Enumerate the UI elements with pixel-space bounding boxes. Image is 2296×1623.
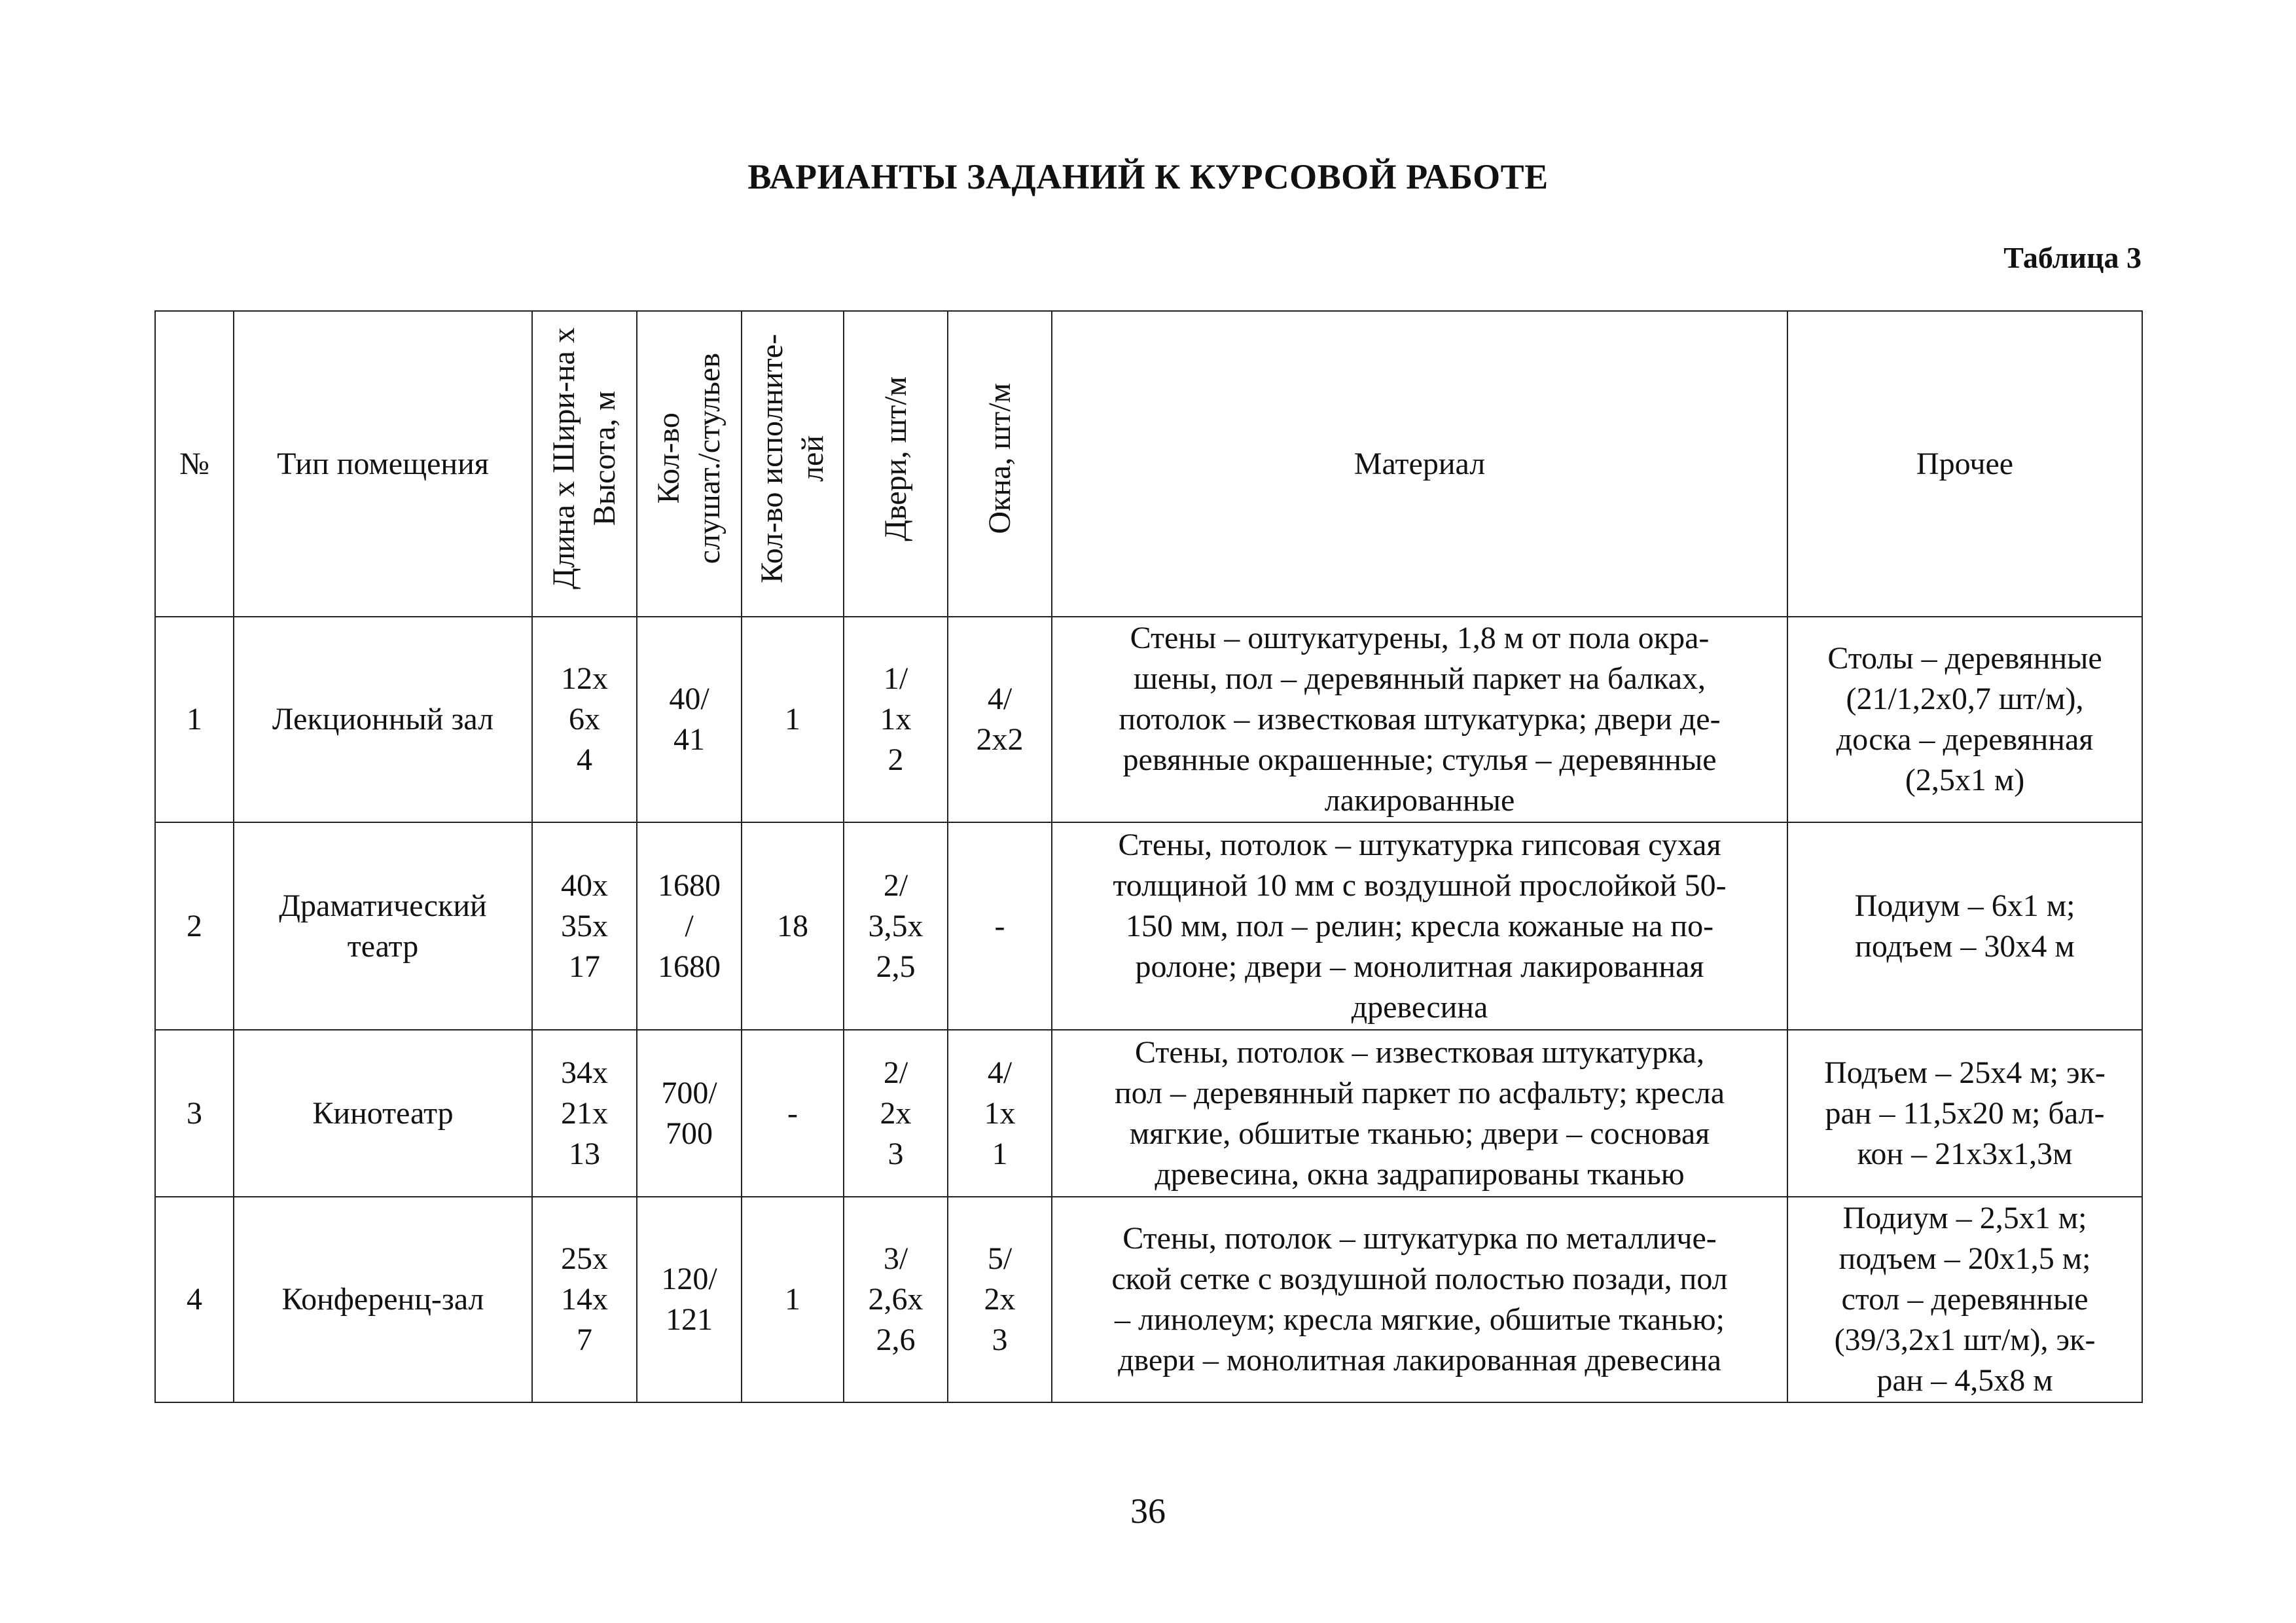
table-label: Таблица 3	[2003, 241, 2142, 274]
header-performers-label: Кол-во исполните- лей	[755, 334, 830, 583]
cell-doors: 3/ 2,6х 2,6	[844, 1197, 948, 1402]
cell-doors: 1/ 1х 2	[844, 617, 948, 822]
cell-performers: -	[742, 1030, 844, 1197]
cell-doors: 2/ 3,5х 2,5	[844, 822, 948, 1030]
variants-table	[154, 310, 2143, 1403]
cell-dimensions: 12х 6х 4	[532, 617, 637, 822]
cell-dimensions: 25х 14х 7	[532, 1197, 637, 1402]
cell-listeners: 1680 / 1680	[637, 822, 742, 1030]
cell-material: Стены, потолок – известковая штукатурка, пол – деревянный паркет по асфальту; кресла мягкие, обшитые тканью; двери – сосновая древесина, окна задрапированы тканью	[1052, 1030, 1787, 1197]
cell-windows: -	[948, 822, 1052, 1030]
header-dimensions	[532, 311, 637, 617]
cell-room-type: Драматический театр	[234, 822, 532, 1030]
cell-windows: 5/ 2х 3	[948, 1197, 1052, 1402]
cell-other: Столы – деревянные (21/1,2х0,7 шт/м), доска – деревянная (2,5х1 м)	[1787, 617, 2142, 822]
cell-other: Подъем – 25х4 м; эк- ран – 11,5х20 м; бал- кон – 21х3х1,3м	[1787, 1030, 2142, 1197]
cell-num: 3	[155, 1030, 234, 1197]
cell-material: Стены, потолок – штукатурка по металличе- ской сетке с воздушной полостью позади, пол – линолеум; кресла мягкие, обшитые тканью; двери – монолитная лакированная древесина	[1052, 1197, 1787, 1402]
header-windows	[948, 311, 1052, 617]
cell-room-type: Кинотеатр	[234, 1030, 532, 1197]
header-doors-label: Двери, шт/м	[878, 376, 913, 541]
header-room-type: Тип помещения	[234, 311, 532, 617]
cell-listeners: 700/ 700	[637, 1030, 742, 1197]
table-row	[155, 617, 2142, 822]
cell-listeners: 120/ 121	[637, 1197, 742, 1402]
table-row	[155, 1030, 2142, 1197]
cell-num: 4	[155, 1197, 234, 1402]
header-material: Материал	[1052, 311, 1787, 617]
cell-dimensions: 40х 35х 17	[532, 822, 637, 1030]
cell-material: Стены, потолок – штукатурка гипсовая сухая толщиной 10 мм с воздушной прослойкой 50- 150 мм, пол – релин; кресла кожаные на по- ролоне; двери – монолитная лакированная древесина	[1052, 822, 1787, 1030]
cell-num: 2	[155, 822, 234, 1030]
cell-other: Подиум – 2,5х1 м; подъем – 20х1,5 м; стол – деревянные (39/3,2х1 шт/м), эк- ран – 4,5х8 м	[1787, 1197, 2142, 1402]
cell-listeners: 40/ 41	[637, 617, 742, 822]
document-title: ВАРИАНТЫ ЗАДАНИЙ К КУРСОВОЙ РАБОТЕ	[747, 157, 1549, 196]
cell-dimensions: 34х 21х 13	[532, 1030, 637, 1197]
cell-num: 1	[155, 617, 234, 822]
cell-performers: 18	[742, 822, 844, 1030]
table-row	[155, 1197, 2142, 1402]
header-doors	[844, 311, 948, 617]
cell-room-type: Лекционный зал	[234, 617, 532, 822]
header-dimensions-label: Длина х Шири-на х Высота, м	[547, 327, 622, 590]
page-number: 36	[1130, 1491, 1166, 1531]
cell-windows: 4/ 1х 1	[948, 1030, 1052, 1197]
table-row	[155, 822, 2142, 1030]
cell-material: Стены – оштукатурены, 1,8 м от пола окра- шены, пол – деревянный паркет на балках, потолок – известковая штукатурка; двери де- ревянные окрашенные; стулья – деревянные лакированные	[1052, 617, 1787, 822]
cell-performers: 1	[742, 1197, 844, 1402]
header-num: №	[155, 311, 234, 617]
cell-other: Подиум – 6х1 м; подъем – 30х4 м	[1787, 822, 2142, 1030]
cell-doors: 2/ 2х 3	[844, 1030, 948, 1197]
header-other: Прочее	[1787, 311, 2142, 617]
header-listeners-label: Кол-во слушат./стульев	[651, 353, 726, 564]
cell-windows: 4/ 2х2	[948, 617, 1052, 822]
cell-room-type: Конференц-зал	[234, 1197, 532, 1402]
header-listeners	[637, 311, 742, 617]
header-windows-label: Окна, шт/м	[982, 383, 1017, 534]
table-header-row	[155, 311, 2142, 617]
header-performers	[742, 311, 844, 617]
cell-performers: 1	[742, 617, 844, 822]
